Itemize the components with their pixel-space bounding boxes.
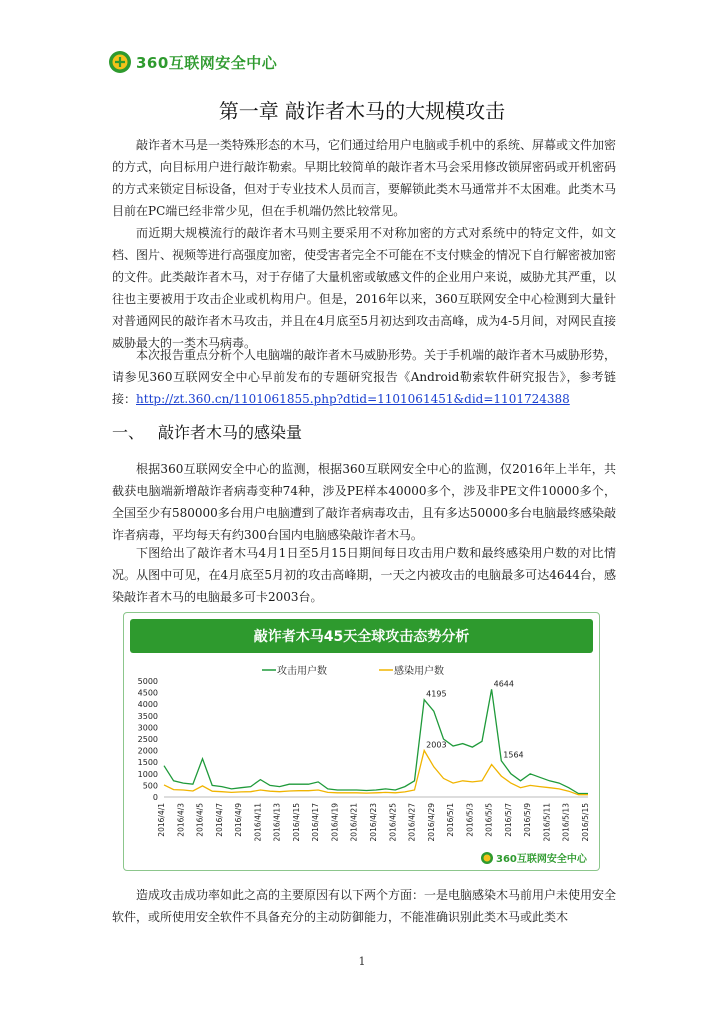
section-heading bbox=[112, 420, 302, 443]
y-tick-label: 3500 bbox=[137, 711, 158, 721]
x-tick-label: 2016/4/3 bbox=[176, 803, 186, 837]
watermark-logo-inner bbox=[484, 855, 491, 862]
chapter-title: 第一章 敲诈者木马的大规模攻击 bbox=[218, 99, 506, 123]
x-tick-label: 2016/4/17 bbox=[311, 803, 321, 842]
paragraph-4: 根据360互联网安全中心的监测，根据360互联网安全中心的监测，仅2016年上半年，共截获电脑端新增敲诈者病毒变种74种，涉及PE样本40000多个，涉及非PE文件10000多个，全国至少有580000多台用户电脑遭到了敲诈者病毒攻击，且有多达50000多台电脑最终感染敲诈者病毒，平均每天有约300台国内电脑感染敲诈者木马。 bbox=[112, 462, 616, 542]
x-tick-label: 2016/4/7 bbox=[214, 803, 224, 837]
paragraph-3-text: 本次报告重点分析个人电脑端的敲诈者木马威胁形势。关于手机端的敲诈者木马威胁形势，请参见360互联网安全中心早前发布的专题研究报告《Android勒索软件研究报告》，参考链接： bbox=[112, 348, 617, 406]
x-tick-label: 2016/4/25 bbox=[388, 803, 398, 842]
series-line-1 bbox=[164, 689, 588, 793]
data-label: 2003 bbox=[426, 740, 447, 750]
x-tick-label: 2016/5/1 bbox=[446, 803, 456, 837]
x-tick-label: 2016/5/9 bbox=[523, 803, 533, 837]
x-tick-label: 2016/5/15 bbox=[581, 803, 590, 842]
data-label: 1564 bbox=[503, 750, 524, 760]
x-tick-label: 2016/4/5 bbox=[195, 803, 205, 837]
x-tick-label: 2016/4/23 bbox=[369, 803, 378, 842]
y-tick-label: 1500 bbox=[137, 758, 158, 768]
y-tick-label: 500 bbox=[142, 781, 158, 791]
paragraph-6: 造成攻击成功率如此之高的主要原因有以下两个方面：一是电脑感染木马前用户未使用安全软件，或所使用安全软件不具备充分的主动防御能力，不能准确识别此类木马或此类木 bbox=[112, 888, 617, 924]
x-tick-label: 2016/5/5 bbox=[484, 803, 494, 837]
y-tick-label: 2000 bbox=[137, 746, 158, 756]
y-tick-label: 2500 bbox=[137, 735, 158, 744]
y-tick-label: 3000 bbox=[137, 723, 158, 733]
page-number: 1 bbox=[358, 955, 366, 968]
x-tick-label: 2016/4/29 bbox=[426, 803, 436, 842]
y-tick-label: 1000 bbox=[137, 769, 158, 779]
y-tick-label: 0 bbox=[152, 793, 158, 802]
x-tick-label: 2016/4/21 bbox=[349, 803, 359, 842]
x-tick-label: 2016/4/27 bbox=[407, 803, 417, 842]
reference-link[interactable]: http://zt.360.cn/1101061855.php?dtid=1101061451&did=1101724388 bbox=[136, 392, 570, 406]
x-tick-label: 2016/5/7 bbox=[503, 803, 513, 837]
logo-text: 360互联网安全中心 bbox=[136, 53, 278, 72]
chart-svg bbox=[124, 613, 599, 870]
x-tick-label: 2016/5/3 bbox=[465, 803, 475, 837]
x-tick-label: 2016/4/9 bbox=[234, 803, 244, 837]
shield-logo-icon bbox=[108, 50, 132, 74]
legend-label-1: 攻击用户数 bbox=[277, 666, 327, 677]
header-logo bbox=[108, 50, 277, 74]
x-tick-label: 2016/5/11 bbox=[542, 803, 552, 842]
chart-title: 敲诈者木马45天全球攻击态势分析 bbox=[253, 629, 470, 645]
paragraph-1: 敲诈者木马是一类特殊形态的木马，它们通过给用户电脑或手机中的系统、屏幕或文件加密的方式，向目标用户进行敲诈勒索。早期比较简单的敲诈者木马会采用修改锁屏密码或开机密码的方式来锁定目标设备，但对于专业技术人员而言，要解锁此类木马通常并不太困难。此类木马目前在PC端已经非常少见，但在手机端仍然比较常见。 bbox=[112, 138, 617, 218]
x-tick-label: 2016/4/19 bbox=[330, 803, 340, 842]
paragraph-3 bbox=[112, 344, 616, 410]
x-tick-label: 2016/5/13 bbox=[561, 803, 571, 842]
x-tick-label: 2016/4/15 bbox=[291, 803, 301, 842]
attack-trend-chart bbox=[123, 612, 600, 871]
x-tick-label: 2016/4/1 bbox=[157, 803, 166, 837]
y-tick-label: 4500 bbox=[137, 688, 158, 698]
paragraph-5: 下图给出了敲诈者木马4月1日至5月15日期间每日攻击用户数和最终感染用户数的对比情况。从图中可见，在4月底至5月初的攻击高峰期，一天之内被攻击的电脑最多可达4644台，感染敲诈者木马的电脑最多可卡2003台。 bbox=[112, 546, 616, 604]
data-label: 4195 bbox=[426, 689, 447, 699]
y-tick-label: 4000 bbox=[137, 700, 158, 710]
section-title: 敲诈者木马的感染量 bbox=[158, 423, 303, 442]
x-tick-label: 2016/4/11 bbox=[253, 803, 263, 842]
x-tick-label: 2016/4/13 bbox=[272, 803, 282, 842]
paragraph-2: 而近期大规模流行的敲诈者木马则主要采用不对称加密的方式对系统中的特定文件，如文档、图片、视频等进行高强度加密，使受害者完全不可能在不支付赎金的情况下自行解密被加密的文件。此类敲诈者木马，对于存储了大量机密或敏感文件的企业用户来说，威胁尤其严重，以往也主要被用于攻击企业或机构用户。但是，2016年以来，360互联网安全中心检测到大量针对普通网民的敲诈者木马攻击，并且在4月底至5月初达到攻击高峰，成为4-5月间，对网民直接威胁最大的一类木马病毒。 bbox=[112, 226, 617, 350]
legend-label-2: 感染用户数 bbox=[394, 666, 444, 677]
y-tick-label: 5000 bbox=[137, 677, 158, 686]
chart-watermark: 360互联网安全中心 bbox=[496, 854, 587, 865]
data-label: 4644 bbox=[493, 679, 514, 689]
section-number: 一、 bbox=[112, 423, 145, 442]
